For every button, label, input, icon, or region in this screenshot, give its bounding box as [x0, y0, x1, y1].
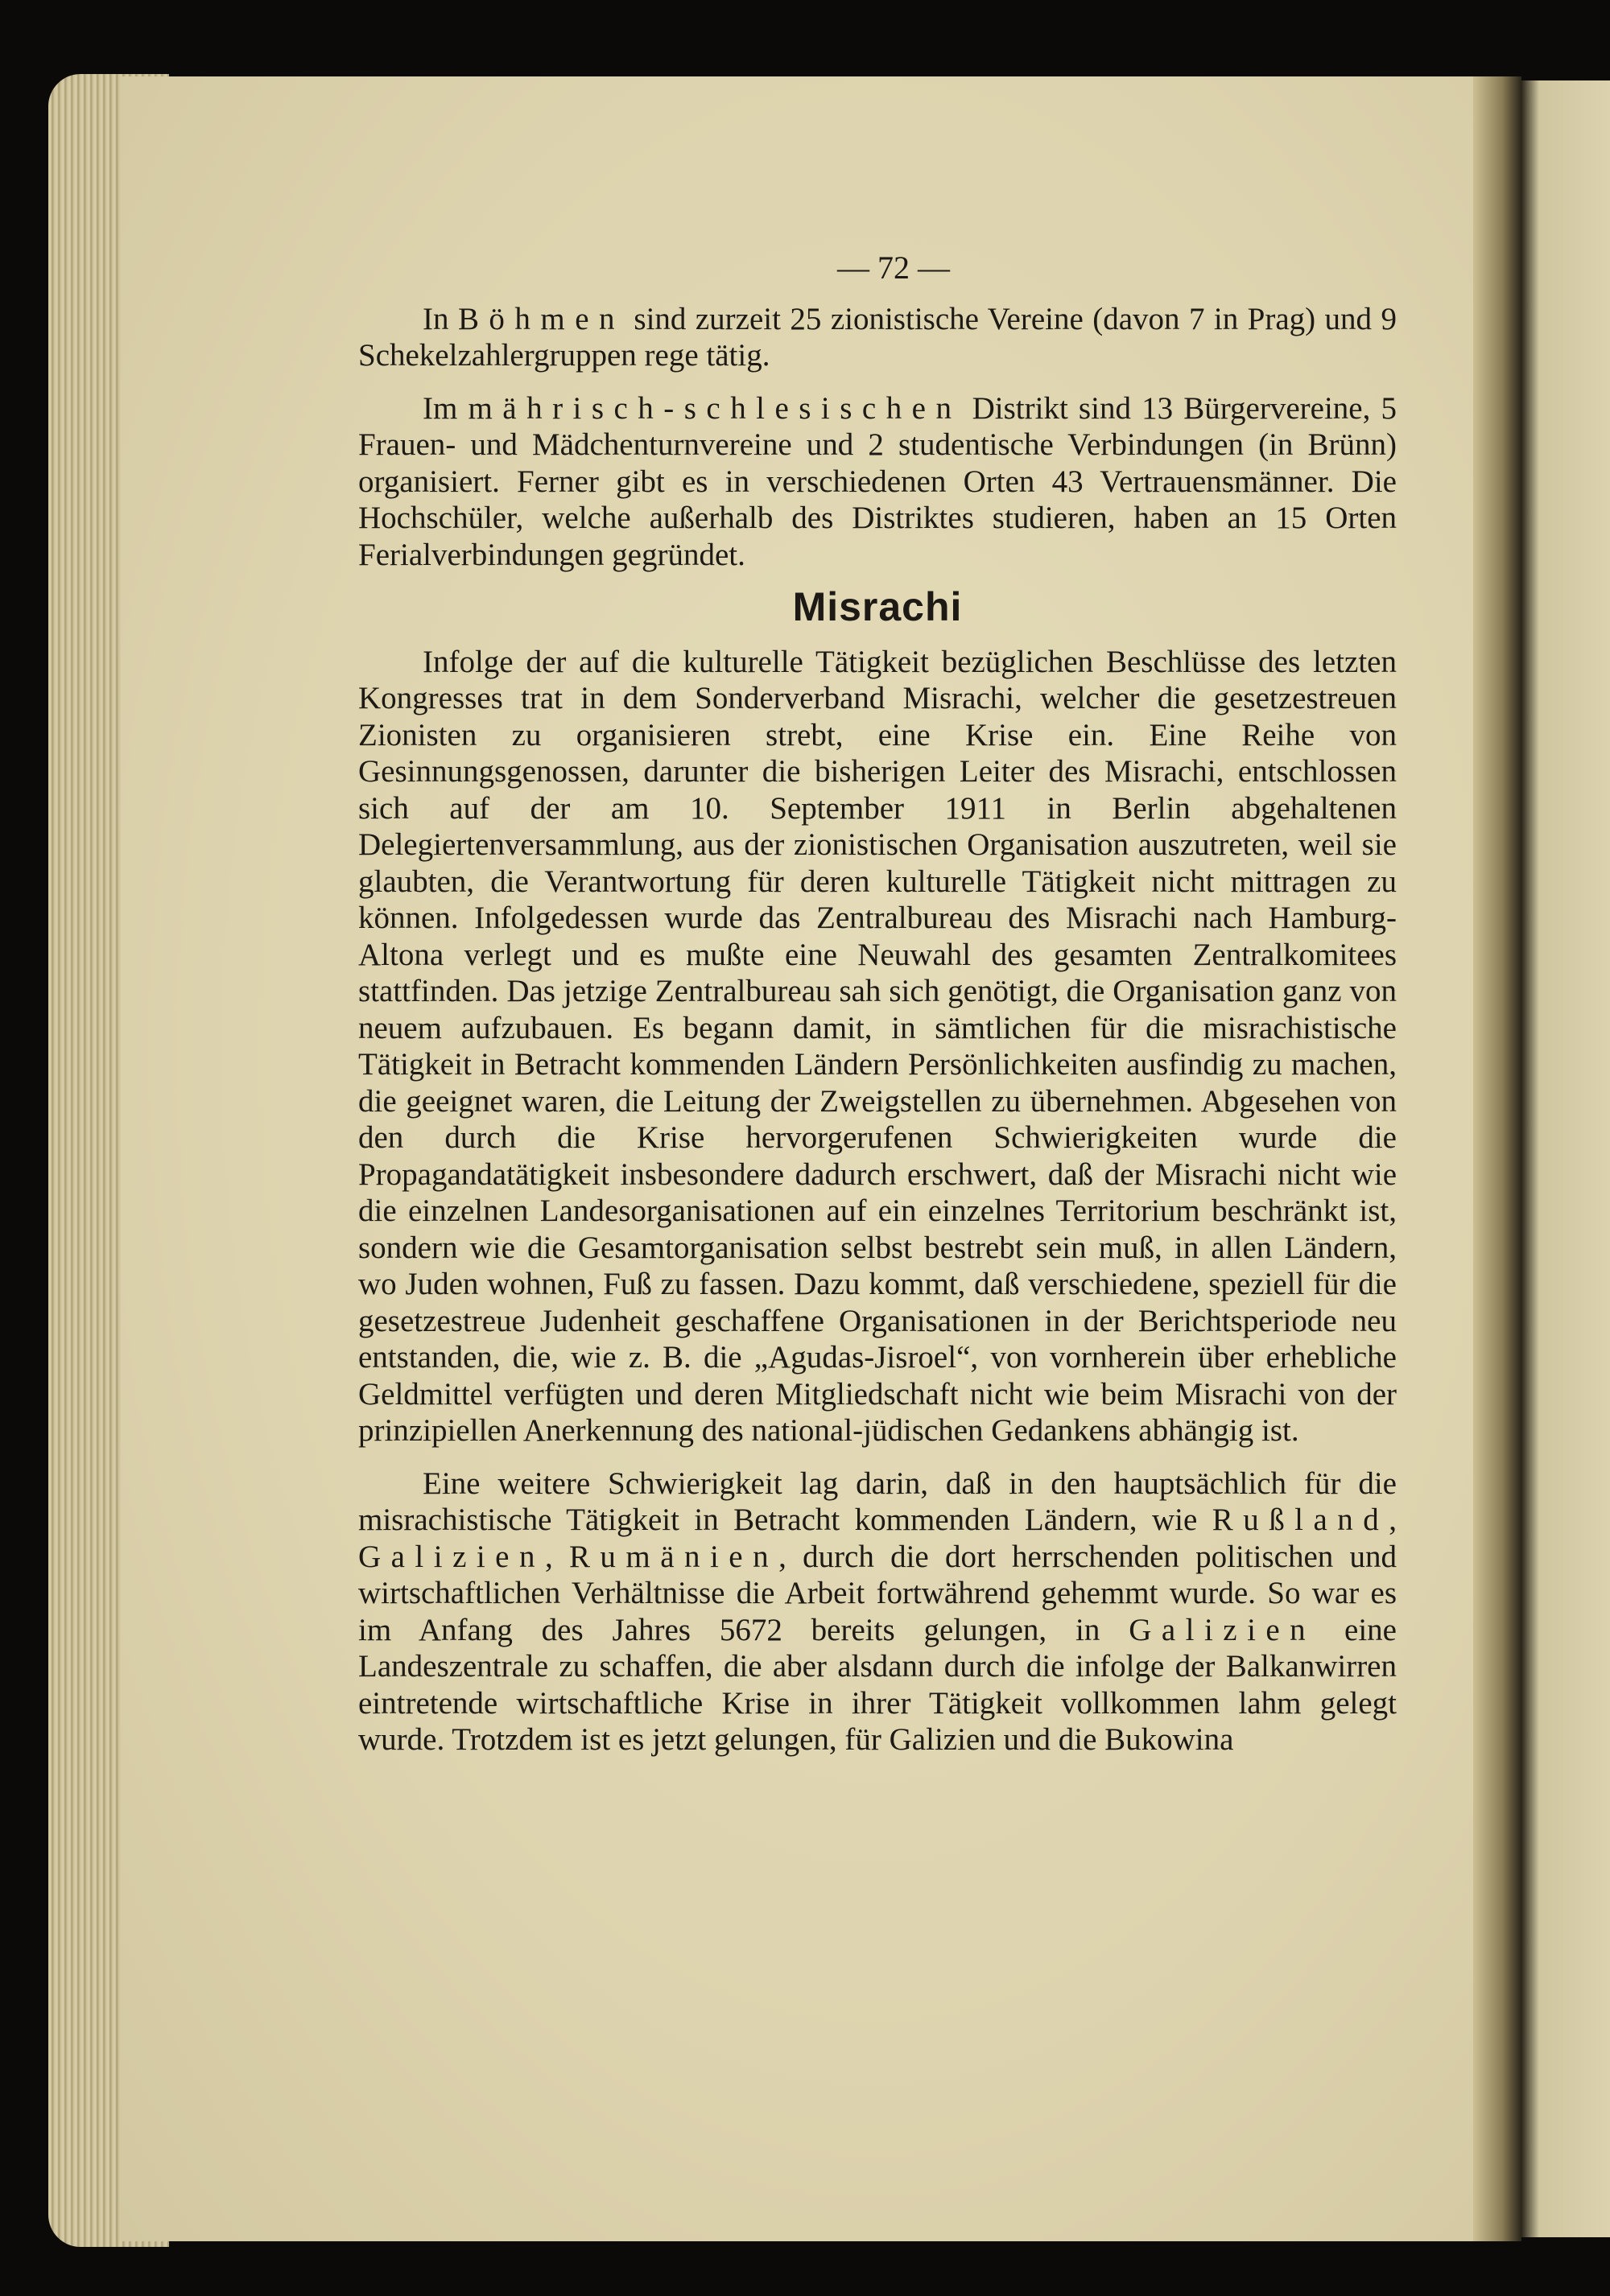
text-span: Distrikt sind 13 Bürgervereine, 5 Frauen- und Mädchenturnvereine und 2 studentische Verbindungen (in Brünn) organisiert. Ferner gibt es in verschiedenen Orten 43 Vertrauensmänner. Die Hochschüler, welche außerhalb des Distriktes studieren, haben an 15 Orten Ferialverbindungen gegründet. — [358, 390, 1397, 572]
paragraph-misrachi-crisis: Infolge der auf die kulturelle Tätigkeit bezüglichen Beschlüsse des letzten Kongresses trat in dem Sonderverband Misrachi, welcher die gesetzestreuen Zionisten zu organisieren strebt, eine Krise ein. Eine Reihe von Gesinnungsgenossen, darunter die bisherigen Leiter des Misrachi, entschlossen sich auf der am 10. September 1911 in Berlin abgehaltenen Delegiertenversammlung, aus der zionistischen Organisation auszutreten, weil sie glaubten, die Verantwortung für deren kulturelle Tätigkeit nicht mittragen zu können. Infolgedessen wurde das Zentralbureau des Misrachi nach Hamburg-Altona verlegt und es mußte eine Neuwahl des gesamten Zentralkomitees stattfinden. Das jetzige Zentralbureau sah sich genötigt, die Organisation ganz von neuem aufzubauen. Es begann damit, in sämtlichen für die misrachistische Tätigkeit in Betracht kommenden Ländern Persönlichkeiten ausfindig zu machen, die geeignet waren, die Leitung der Zweigstellen zu übernehmen. Abgesehen von den durch die Krise hervorgerufenen Schwierigkeiten wurde die Propagandatätigkeit insbesondere dadurch erschwert, daß der Misrachi nicht wie die einzelnen Landesorganisationen auf ein einzelnes Territorium beschränkt ist, sondern wie die Gesamtorganisation selbst bestrebt sein muß, in allen Ländern, wo Juden wohnen, Fuß zu fassen. Dazu kommt, daß verschiedene, speziell für die gesetzestreue Judenheit geschaffene Organisationen in der Berichtsperiode neu entstanden, die, wie z. B. die „Agudas-Jisroel“, von vornherein über erhebliche Geldmittel verfügten und deren Mitgliedschaft nicht wie beim Misrachi von der prinzipiellen Anerkennung des national-jüdischen Gedankens abhängig ist. — [358, 644, 1397, 1448]
paragraph-maehren-schlesien — [358, 390, 1397, 574]
facing-page-edge — [1521, 80, 1610, 2237]
spaced-place-name: Galizien — [1129, 1612, 1316, 1647]
text-span: , — [544, 1539, 569, 1574]
text-span: , durch die dort herrschenden politischen und wirtschaftlichen Verhältnisse die Arbeit fortwährend gehemmt wurde. So war es im Anfang des Jahres 5672 bereits gelungen, in — [358, 1539, 1397, 1647]
text-span: eine Landeszentrale zu schaffen, die aber alsdann durch die infolge der Balkanwirren eintretende wirtschaftliche Krise in ihrer Tätigkeit vollkommen lahm gelegt wurde. Trotzdem ist es jetzt gelungen, für Galizien und die Bukowina — [358, 1612, 1397, 1757]
page-number: — 72 — — [837, 249, 950, 286]
paragraph-further-difficulty — [358, 1465, 1397, 1758]
text-span: Eine weitere Schwierigkeit lag darin, daß in den hauptsächlich für die misrachistische Tätigkeit in Betracht kommenden Ländern, wie — [358, 1465, 1397, 1537]
section-heading-misrachi: Misrachi — [792, 584, 963, 629]
text-span: sind zurzeit 25 zionistische Vereine (davon 7 in Prag) und 9 Schekelzahlergruppen rege tätig. — [358, 301, 1397, 373]
spaced-place-name: mährisch-schlesischen — [468, 390, 962, 426]
text-span: , — [1389, 1502, 1397, 1537]
text-span: In — [423, 301, 458, 336]
book-gutter — [1473, 76, 1521, 2241]
spaced-place-name: Böhmen — [457, 301, 625, 336]
paragraph-boehmen — [358, 301, 1397, 374]
spaced-place-name: Rußland — [1212, 1502, 1389, 1537]
page-text-block — [358, 249, 1397, 1775]
text-span: Im — [423, 390, 469, 426]
spaced-place-name: Rumänien — [568, 1539, 779, 1574]
spaced-place-name: Galizien — [358, 1539, 545, 1574]
